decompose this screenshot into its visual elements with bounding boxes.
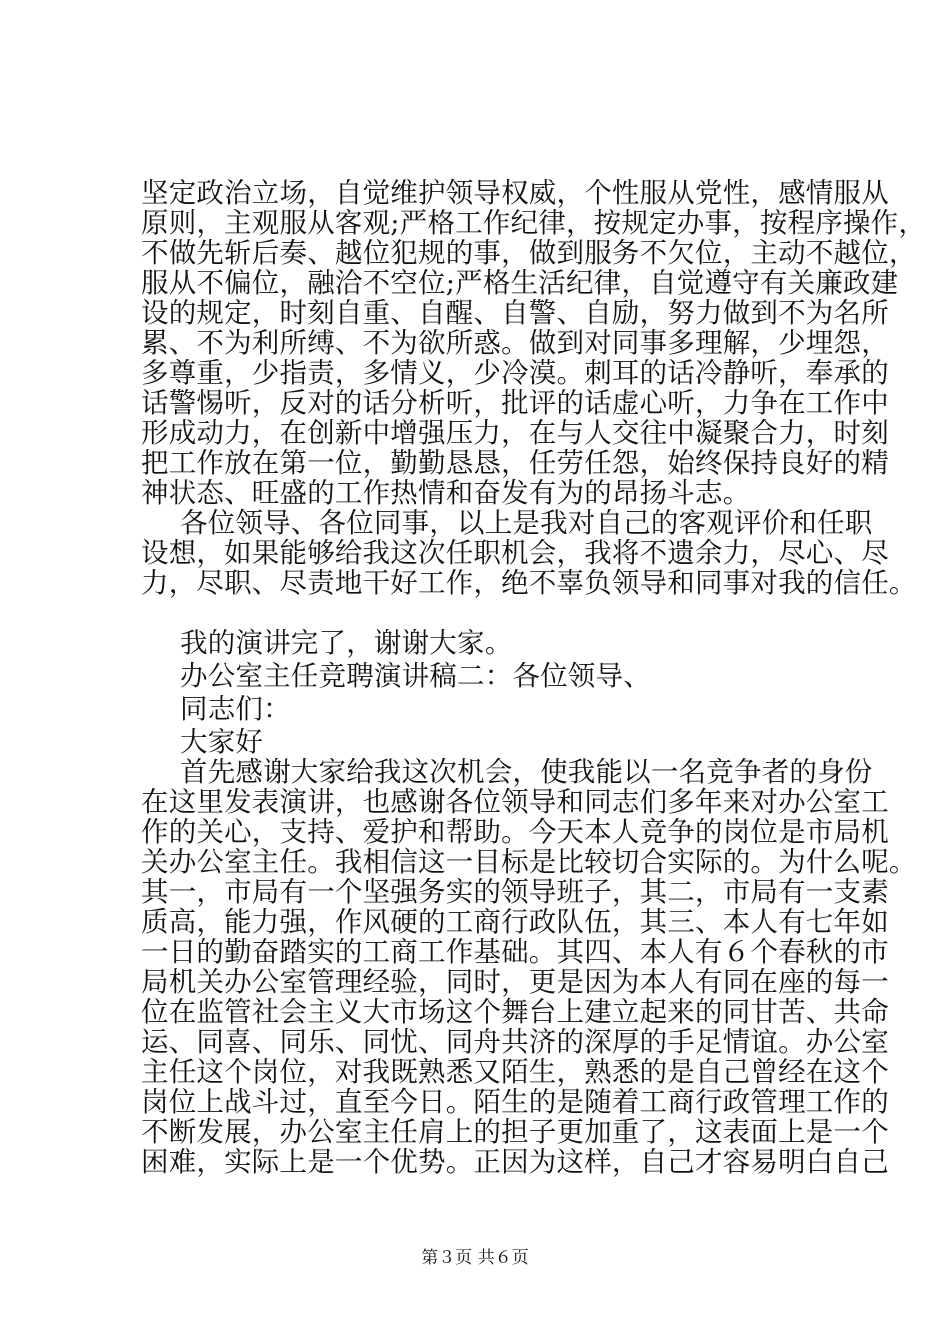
text-line: 同志们： (180, 693, 291, 725)
text-line: 形成动力，在创新中增强压力，在与人交往中凝聚合力，时刻 (141, 417, 889, 449)
text-line: 话警惕听，反对的话分析听，批评的话虚心听，力争在工作中 (141, 387, 889, 419)
text-line: 把工作放在第一位，勤勤恳恳，任劳任怨，始终保持良好的精 (141, 447, 889, 479)
text-line: 主任这个岗位，对我既熟悉又陌生，熟悉的是自己曾经在这个 (141, 1056, 889, 1088)
text-line: 关办公室主任。我相信这一目标是比较切合实际的。为什么呢。 (141, 846, 917, 878)
text-line: 办公室主任竞聘演讲稿二：各位领导、 (180, 660, 651, 692)
text-line: 其一，市局有一个坚强务实的领导班子，其二，市局有一支素 (141, 876, 889, 908)
text-line: 质高，能力强，作风硬的工商行政队伍，其三、本人有七年如 (141, 906, 889, 938)
text-line: 首先感谢大家给我这次机会，使我能以一名竞争者的身份 (180, 756, 873, 788)
text-line: 神状态、旺盛的工作热情和奋发有为的昂扬斗志。 (141, 477, 751, 509)
text-line: 一日的勤奋踏实的工商工作基础。其四、本人有６个春秋的市 (141, 936, 889, 968)
text-line: 服从不偏位，融洽不空位;严格生活纪律，自觉遵守有关廉政建 (141, 267, 899, 299)
text-line: 大家好 (180, 726, 264, 758)
text-line: 原则，主观服从客观;严格工作纪律，按规定办事，按程序操作， (141, 207, 927, 239)
text-line: 在这里发表演讲，也感谢各位领导和同志们多年来对办公室工 (141, 786, 889, 818)
text-line: 不断发展，办公室主任肩上的担子更加重了，这表面上是一个 (141, 1116, 889, 1148)
page-footer: 第３页 共６页 (421, 1248, 529, 1268)
text-line: 岗位上战斗过，直至今日。陌生的是随着工商行政管理工作的 (141, 1086, 889, 1118)
text-line: 多尊重，少指责，多情义，少冷漠。刺耳的话冷静听，奉承的 (141, 357, 889, 389)
text-line: 位在监管社会主义大市场这个舞台上建立起来的同甘苦、共命 (141, 996, 889, 1028)
text-line: 坚定政治立场，自觉维护领导权威，个性服从党性，感情服从 (141, 177, 889, 209)
text-line: 局机关办公室管理经验，同时，更是因为本人有同在座的每一 (141, 966, 889, 998)
text-line: 我的演讲完了，谢谢大家。 (180, 627, 513, 659)
text-line: 作的关心，支持、爱护和帮助。今天本人竞争的岗位是市局机 (141, 816, 889, 848)
text-line: 运、同喜、同乐、同忧、同舟共济的深厚的手足情谊。办公室 (141, 1026, 889, 1058)
text-line: 各位领导、各位同事，以上是我对自己的客观评价和任职 (180, 507, 873, 539)
text-line: 设想，如果能够给我这次任职机会，我将不遗余力，尽心、尽 (141, 537, 889, 569)
text-line: 力，尽职、尽责地干好工作，绝不辜负领导和同事对我的信任。 (141, 567, 917, 599)
text-line: 不做先斩后奏、越位犯规的事，做到服务不欠位，主动不越位， (141, 237, 917, 269)
text-line: 累、不为利所缚、不为欲所惑。做到对同事多理解，少埋怨， (141, 327, 889, 359)
text-line: 设的规定，时刻自重、自醒、自警、自励，努力做到不为名所 (141, 297, 889, 329)
text-line: 困难，实际上是一个优势。正因为这样，自己才容易明白自己 (141, 1146, 889, 1178)
